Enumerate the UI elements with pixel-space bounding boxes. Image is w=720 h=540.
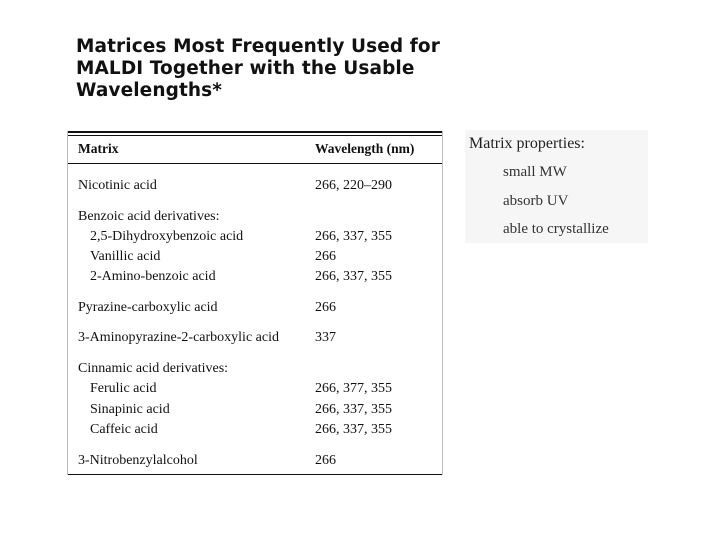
row-group-cinnamic: Cinnamic acid derivatives: [78,361,229,376]
title-line-1: Matrices Most Frequently Used for [76,36,440,57]
table-bottom-rule [68,474,442,475]
row-matrix-ferulic: Ferulic acid [90,381,157,396]
row-wavelength-nitrobenzyl: 266 [315,453,336,468]
row-wavelength-aminobenzoic: 266, 337, 355 [315,269,392,284]
row-matrix-pyrazine: Pyrazine-carboxylic acid [78,300,218,315]
row-matrix-nitrobenzyl: 3-Nitrobenzylalcohol [78,453,198,468]
table-header-rule [68,163,442,164]
row-wavelength-dhb: 266, 337, 355 [315,229,392,244]
row-wavelength-caffeic: 266, 337, 355 [315,422,392,437]
slide-title [76,36,456,102]
row-matrix-nicotinic: Nicotinic acid [78,178,157,193]
table-top-rule [68,131,442,133]
property-item: able to crystallize [503,221,609,237]
row-wavelength-nicotinic: 266, 220–290 [315,178,392,193]
row-wavelength-ferulic: 266, 377, 355 [315,381,392,396]
row-matrix-caffeic: Caffeic acid [90,422,158,437]
row-wavelength-aminopyrazine: 337 [315,330,336,345]
header-matrix: Matrix [78,141,119,156]
property-item: absorb UV [503,193,569,209]
row-wavelength-vanillic: 266 [315,249,336,264]
row-matrix-sinapinic: Sinapinic acid [90,402,170,417]
matrix-table [67,131,443,475]
row-group-benzoic: Benzoic acid derivatives: [78,209,220,224]
row-matrix-aminobenzoic: 2-Amino-benzoic acid [90,269,216,284]
header-wavelength: Wavelength (nm) [315,141,415,156]
row-matrix-dhb: 2,5-Dihydroxybenzoic acid [90,229,244,244]
property-item: small MW [503,164,567,180]
matrix-properties-panel [465,130,648,243]
title-line-3: Wavelengths* [76,80,223,101]
row-matrix-vanillic: Vanillic acid [90,249,161,264]
properties-title: Matrix properties: [469,135,585,152]
row-wavelength-sinapinic: 266, 337, 355 [315,402,392,417]
title-line-2: MALDI Together with the Usable [76,58,415,79]
row-wavelength-pyrazine: 266 [315,300,336,315]
table-top-rule-thin [68,135,442,136]
row-matrix-aminopyrazine: 3-Aminopyrazine-2-carboxylic acid [78,330,279,345]
